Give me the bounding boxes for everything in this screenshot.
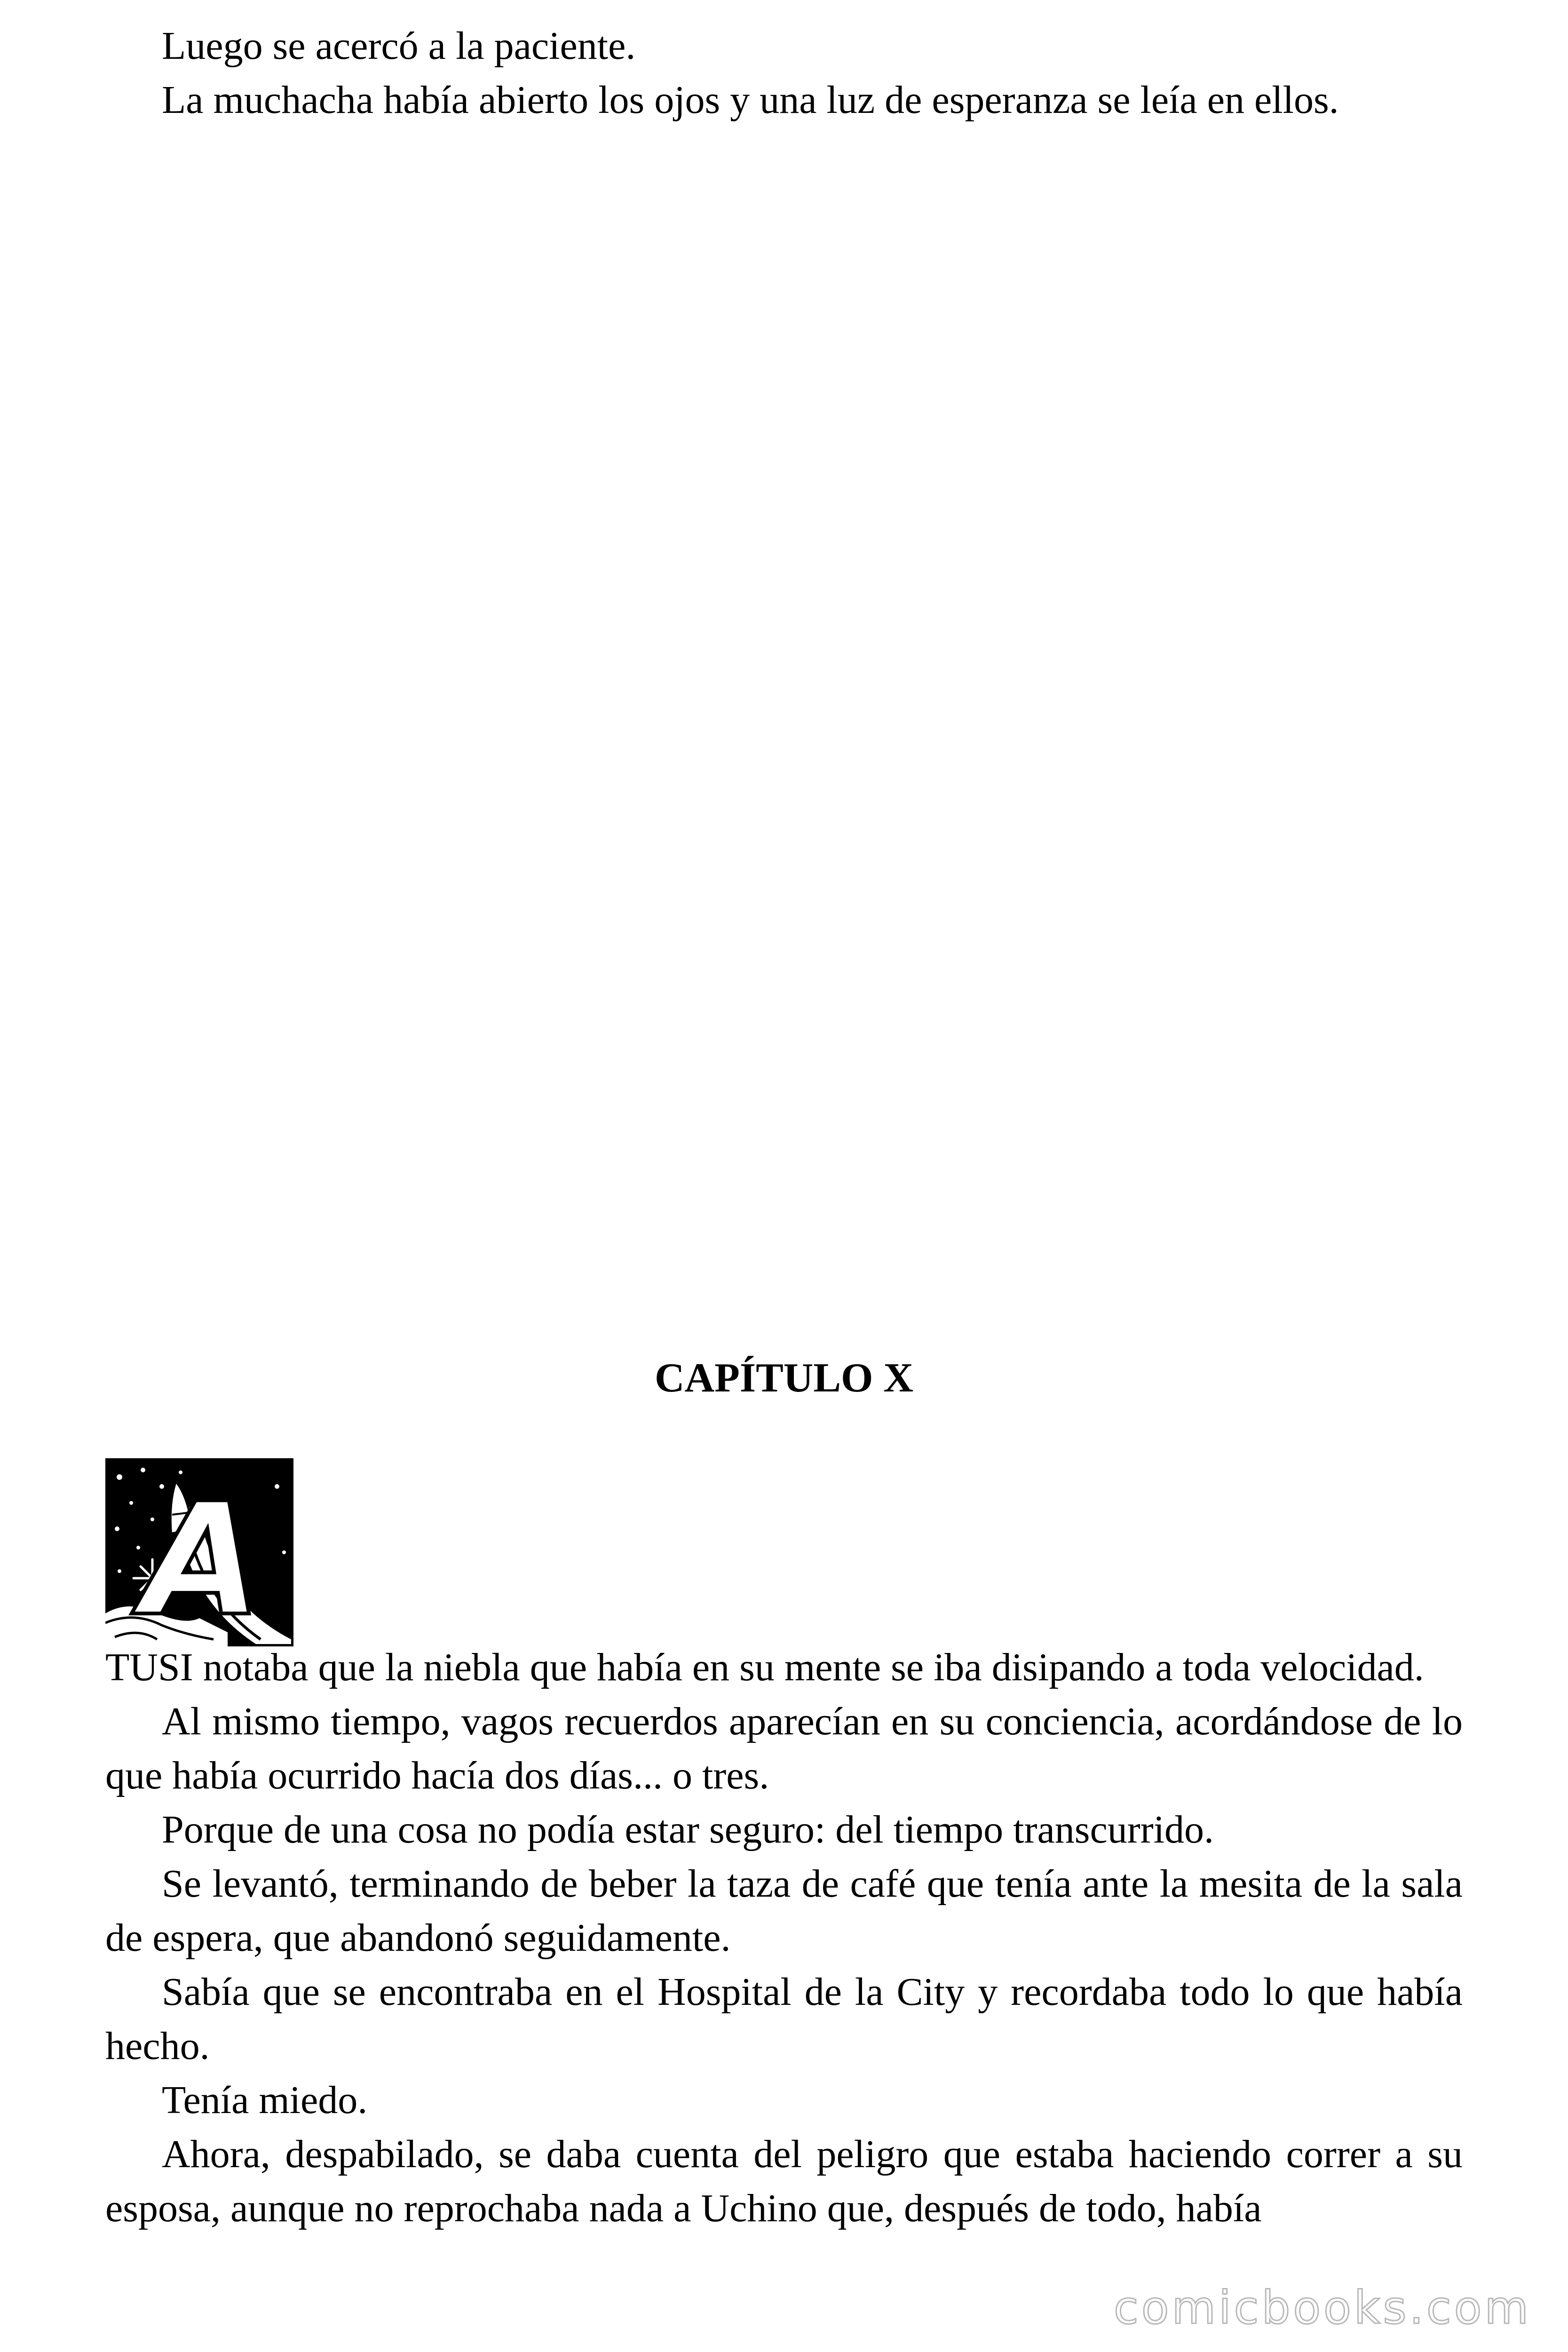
- paragraph: Se levantó, terminando de beber la taza de café que tenía ante la mesita de la sala de espera, que abandonó seguidamente.: [105, 1862, 1463, 1960]
- chapter-body: [105, 1640, 1463, 2235]
- paragraph: Porque de una cosa no podía estar seguro: del tiempo transcurrido.: [162, 1808, 1214, 1851]
- previous-chapter-ending: [105, 19, 1463, 127]
- illustrated-drop-cap: [105, 1458, 293, 1646]
- paragraph: Tenía miedo.: [162, 2078, 368, 2122]
- chapter-title: CAPÍTULO X: [654, 1355, 914, 1401]
- paragraph: TUSI notaba que la niebla que había en su mente se iba disipando a toda velocidad.: [105, 1645, 1424, 1689]
- watermark: comicbooks.com: [1113, 2281, 1531, 2334]
- paragraph: Al mismo tiempo, vagos recuerdos aparecían en su conciencia, acordándose de lo que había ocurrido hacía dos días... o tres.: [105, 1700, 1463, 1797]
- paragraph: Sabía que se encontraba en el Hospital de la City y recordaba todo lo que había hecho.: [105, 1970, 1463, 2068]
- drop-cap-letter: A: [142, 1470, 262, 1646]
- paragraph: Luego se acercó a la paciente.: [162, 24, 636, 68]
- paragraph: La muchacha había abierto los ojos y una luz de esperanza se leía en ellos.: [162, 78, 1339, 122]
- paragraph: Ahora, despabilado, se daba cuenta del peligro que estaba haciendo correr a su esposa, aunque no reprochaba nada a Uchino que, después de todo, había: [105, 2132, 1463, 2230]
